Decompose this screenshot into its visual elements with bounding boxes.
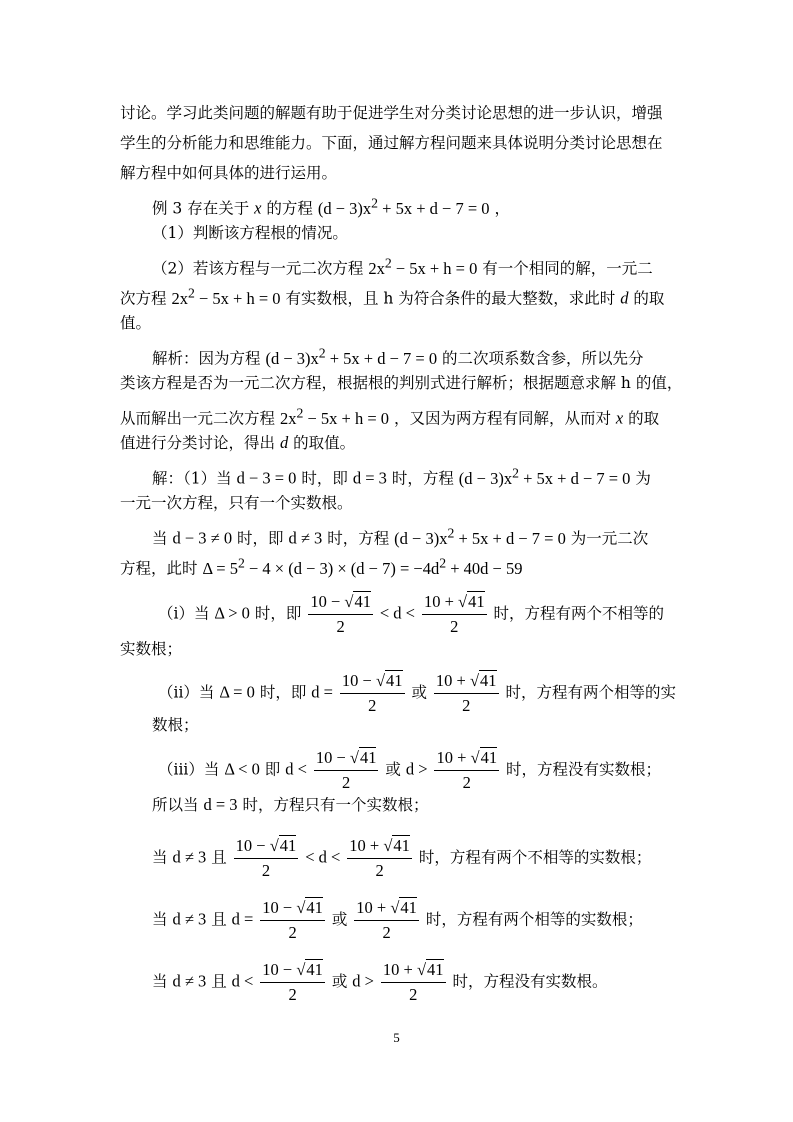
fraction xyxy=(381,960,446,1005)
equation: (d − 3)x xyxy=(317,198,372,218)
text: 数根； xyxy=(152,716,199,734)
analysis-line xyxy=(120,403,659,429)
radicand: 41 xyxy=(359,748,377,767)
text: 时，方程有两个相等的实 xyxy=(505,683,676,702)
text: 或 xyxy=(411,683,427,702)
text: 时，方程有两个不相等的实数根； xyxy=(418,848,652,867)
text: 时，即 xyxy=(301,469,348,488)
text: 有一个相同的解，一元二 xyxy=(482,259,653,278)
equation: d ≠ 3 xyxy=(172,909,207,929)
fraction xyxy=(347,836,412,881)
numerator: 10 + xyxy=(382,960,413,979)
equation: + 5x + d − 7 = 0 xyxy=(378,198,490,218)
sqrt-sign: √ xyxy=(383,836,393,855)
solution-line xyxy=(120,493,353,513)
equation: − 5x + h = 0 xyxy=(391,258,478,278)
text: （2）若该方程与一元二次方程 xyxy=(152,259,364,278)
case-ii-line xyxy=(158,671,676,716)
analysis-line xyxy=(152,343,644,369)
equation: Δ = 5 xyxy=(202,558,238,578)
numerator: 10 − xyxy=(315,748,346,767)
conclusion-line xyxy=(152,898,643,943)
text: 或 xyxy=(331,972,348,991)
exponent: 2 xyxy=(187,285,195,300)
radicand: 41 xyxy=(386,671,403,690)
text: 的二次项系数含参，所以先分 xyxy=(442,349,644,368)
sqrt-sign: √ xyxy=(390,898,400,917)
paragraph-line xyxy=(120,133,663,153)
denominator: 2 xyxy=(462,696,471,715)
exponent: 2 xyxy=(439,555,447,570)
numerator: 10 + xyxy=(356,898,387,917)
denominator: 2 xyxy=(409,985,418,1004)
text: 时，即 xyxy=(237,529,284,548)
fraction xyxy=(234,836,299,881)
text: 或 xyxy=(385,760,401,779)
sqrt-sign: √ xyxy=(375,671,386,690)
radicand: 41 xyxy=(400,898,417,917)
text: （1）判断该方程根的情况。 xyxy=(152,224,348,242)
equation: + 5x + d − 7 = 0 xyxy=(518,468,631,488)
text: 次方程 xyxy=(120,289,167,308)
equation: < d < xyxy=(305,847,341,867)
radicand: 41 xyxy=(354,592,371,611)
text: 从而解出一元二次方程 xyxy=(120,409,276,428)
text: 学生的分析能力和思维能力。下面，通过解方程问题来具体说明分类讨论思想在 xyxy=(120,134,663,152)
equation: d ≠ 3 xyxy=(172,971,207,991)
fraction xyxy=(422,592,487,637)
equation: d ≠ 3 xyxy=(172,847,207,867)
text: 方程，此时 xyxy=(120,559,198,578)
exponent: 2 xyxy=(371,195,379,210)
text: 且 xyxy=(211,972,227,991)
sqrt-sign: √ xyxy=(296,898,306,917)
case-iii-line xyxy=(158,748,661,793)
fraction xyxy=(354,898,419,943)
text: 时，方程有两个不相等的 xyxy=(493,604,665,623)
text: 所以当 xyxy=(152,796,199,814)
equation: 2x xyxy=(171,288,188,308)
math-var: x xyxy=(615,408,624,428)
solution-line xyxy=(120,553,522,579)
sqrt-sign: √ xyxy=(349,748,359,767)
sqrt-sign: √ xyxy=(470,748,480,767)
text: 解方程中如何具体的进行运用。 xyxy=(120,164,338,182)
text: ，又因为两方程有同解，从而对 xyxy=(393,409,611,428)
text: 类该方程是否为一元二次方程，根据根的判别式进行解析；根据题意求解 h 的值， xyxy=(120,374,683,392)
text: （i）当 xyxy=(158,604,210,623)
equation: Δ = 0 xyxy=(219,682,255,702)
question-2-line xyxy=(120,313,151,333)
radicand: 41 xyxy=(468,592,485,611)
numerator: 10 − xyxy=(262,898,293,917)
conclusion-line xyxy=(152,960,608,1005)
text: 且 xyxy=(211,910,227,929)
denominator: 2 xyxy=(288,923,297,942)
text: 为 xyxy=(635,469,651,488)
equation: d < xyxy=(231,971,254,991)
radicand: 41 xyxy=(279,836,297,855)
numerator: 10 + xyxy=(435,671,466,690)
solution-line xyxy=(152,463,651,489)
sqrt-sign: √ xyxy=(296,960,306,979)
denominator: 2 xyxy=(450,617,459,636)
equation: (d − 3)x xyxy=(265,348,319,368)
equation: Δ < 0 xyxy=(224,759,260,779)
numerator: 10 − xyxy=(262,960,293,979)
denominator: 2 xyxy=(336,617,345,636)
text: 的取值。 xyxy=(293,434,356,452)
equation: (d − 3)x xyxy=(394,528,448,548)
denominator: 2 xyxy=(462,773,471,792)
example-3-line xyxy=(152,193,510,219)
fraction xyxy=(314,748,379,793)
question-1 xyxy=(152,223,348,243)
equation: 2x xyxy=(279,408,297,428)
sqrt-sign: √ xyxy=(344,592,354,611)
equation: 2x xyxy=(368,258,385,278)
exponent: 2 xyxy=(318,345,326,360)
fraction xyxy=(340,671,405,716)
equation: d > xyxy=(352,971,374,991)
equation: + 5x + d − 7 = 0 xyxy=(454,528,566,548)
equation: + 5x + d − 7 = 0 xyxy=(325,348,438,368)
radicand: 41 xyxy=(480,748,498,767)
analysis-line xyxy=(120,433,355,453)
text: 时，方程 xyxy=(391,469,454,488)
equation: d = 3 xyxy=(352,468,387,488)
text: 时，即 xyxy=(259,683,307,702)
equation: − 4 × (d − 3) × (d − 7) = −4d xyxy=(244,558,440,578)
fraction xyxy=(434,748,499,793)
conclusion-line xyxy=(152,795,428,815)
numerator: 10 − xyxy=(235,836,266,855)
denominator: 2 xyxy=(288,985,297,1004)
question-2-line xyxy=(120,283,664,309)
radicand: 41 xyxy=(427,960,444,979)
equation: − 5x + h = 0 xyxy=(303,408,389,428)
numerator: 10 + xyxy=(423,592,454,611)
case-i-line xyxy=(158,592,664,637)
denominator: 2 xyxy=(375,861,384,880)
text: 时，方程没有实数根； xyxy=(506,760,662,779)
text: 时，即 xyxy=(254,604,302,623)
equation: d ≠ 3 xyxy=(288,528,323,548)
text: 或 xyxy=(331,910,348,929)
text: 时，方程 xyxy=(327,529,390,548)
paragraph-line xyxy=(120,163,337,183)
denominator: 2 xyxy=(261,861,271,880)
text: 的取 xyxy=(633,289,665,308)
fraction xyxy=(260,898,325,943)
equation: (d − 3)x xyxy=(458,468,513,488)
equation: d = 3 xyxy=(203,795,238,814)
math-var: d xyxy=(279,433,289,452)
case-ii-line xyxy=(152,715,199,735)
text: 例 3 存在关于 xyxy=(152,199,250,218)
radicand: 41 xyxy=(393,836,410,855)
text: 即 xyxy=(264,760,281,779)
sqrt-sign: √ xyxy=(469,671,480,690)
text: 解：（1）当 xyxy=(152,469,232,488)
text: 当 xyxy=(152,848,168,867)
text: 一元一次方程，只有一个实数根。 xyxy=(120,494,353,512)
case-i-line xyxy=(120,639,182,659)
text: 有实数根，且 h 为符合条件的最大整数，求此时 xyxy=(285,289,616,308)
equation: d = xyxy=(311,682,333,702)
fraction xyxy=(260,960,325,1005)
fraction xyxy=(308,592,373,637)
text: 的方程 xyxy=(266,199,313,218)
denominator: 2 xyxy=(342,773,351,792)
sqrt-sign: √ xyxy=(458,592,468,611)
equation: − 5x + h = 0 xyxy=(194,288,281,308)
sqrt-sign: √ xyxy=(269,836,279,855)
radicand: 41 xyxy=(306,960,323,979)
page-number: 5 xyxy=(393,1030,400,1045)
text: ， xyxy=(494,199,510,218)
radicand: 41 xyxy=(480,671,497,690)
numerator: 10 − xyxy=(310,592,341,611)
math-var: x xyxy=(254,198,262,218)
numerator: 10 − xyxy=(341,671,372,690)
text: 为一元二次 xyxy=(570,529,649,548)
exponent: 2 xyxy=(447,525,455,540)
analysis-line xyxy=(120,373,682,393)
text: 当 xyxy=(152,529,168,548)
denominator: 2 xyxy=(382,923,391,942)
text: 时，方程只有一个实数根； xyxy=(242,796,429,814)
equation: + 40d − 59 xyxy=(446,558,523,578)
equation: < d < xyxy=(379,603,415,623)
equation: d = xyxy=(231,909,254,929)
exponent: 2 xyxy=(512,465,519,480)
text: （iii）当 xyxy=(158,760,220,779)
equation: d < xyxy=(285,759,307,779)
radicand: 41 xyxy=(306,898,323,917)
denominator: 2 xyxy=(368,696,377,715)
text: 解析：因为方程 xyxy=(152,349,261,368)
text: 时，方程没有实数根。 xyxy=(452,972,608,991)
conclusion-line xyxy=(152,836,651,881)
text: 实数根； xyxy=(120,640,183,658)
text: 值。 xyxy=(120,314,152,332)
equation: d − 3 ≠ 0 xyxy=(172,528,233,548)
equation: d − 3 = 0 xyxy=(236,468,297,488)
text: 讨论。学习此类问题的解题有助于促进学生对分类讨论思想的进一步认识，增强 xyxy=(120,104,663,122)
math-var: d xyxy=(620,288,629,308)
exponent: 2 xyxy=(384,255,392,270)
text: （ii）当 xyxy=(158,683,215,702)
text: 值进行分类讨论，得出 xyxy=(120,434,276,452)
numerator: 10 + xyxy=(436,748,467,767)
paragraph-line xyxy=(120,103,663,123)
exponent: 2 xyxy=(237,555,245,570)
question-2-line xyxy=(152,253,653,279)
text: 当 xyxy=(152,972,168,991)
solution-line xyxy=(152,523,648,549)
equation: Δ > 0 xyxy=(214,603,250,623)
exponent: 2 xyxy=(296,405,304,420)
fraction xyxy=(434,671,499,716)
text: 且 xyxy=(211,848,227,867)
equation: d > xyxy=(405,759,428,779)
sqrt-sign: √ xyxy=(416,960,427,979)
text: 的取 xyxy=(628,409,660,428)
numerator: 10 + xyxy=(349,836,380,855)
text: 当 xyxy=(152,910,168,929)
text: 时，方程有两个相等的实数根； xyxy=(425,910,643,929)
